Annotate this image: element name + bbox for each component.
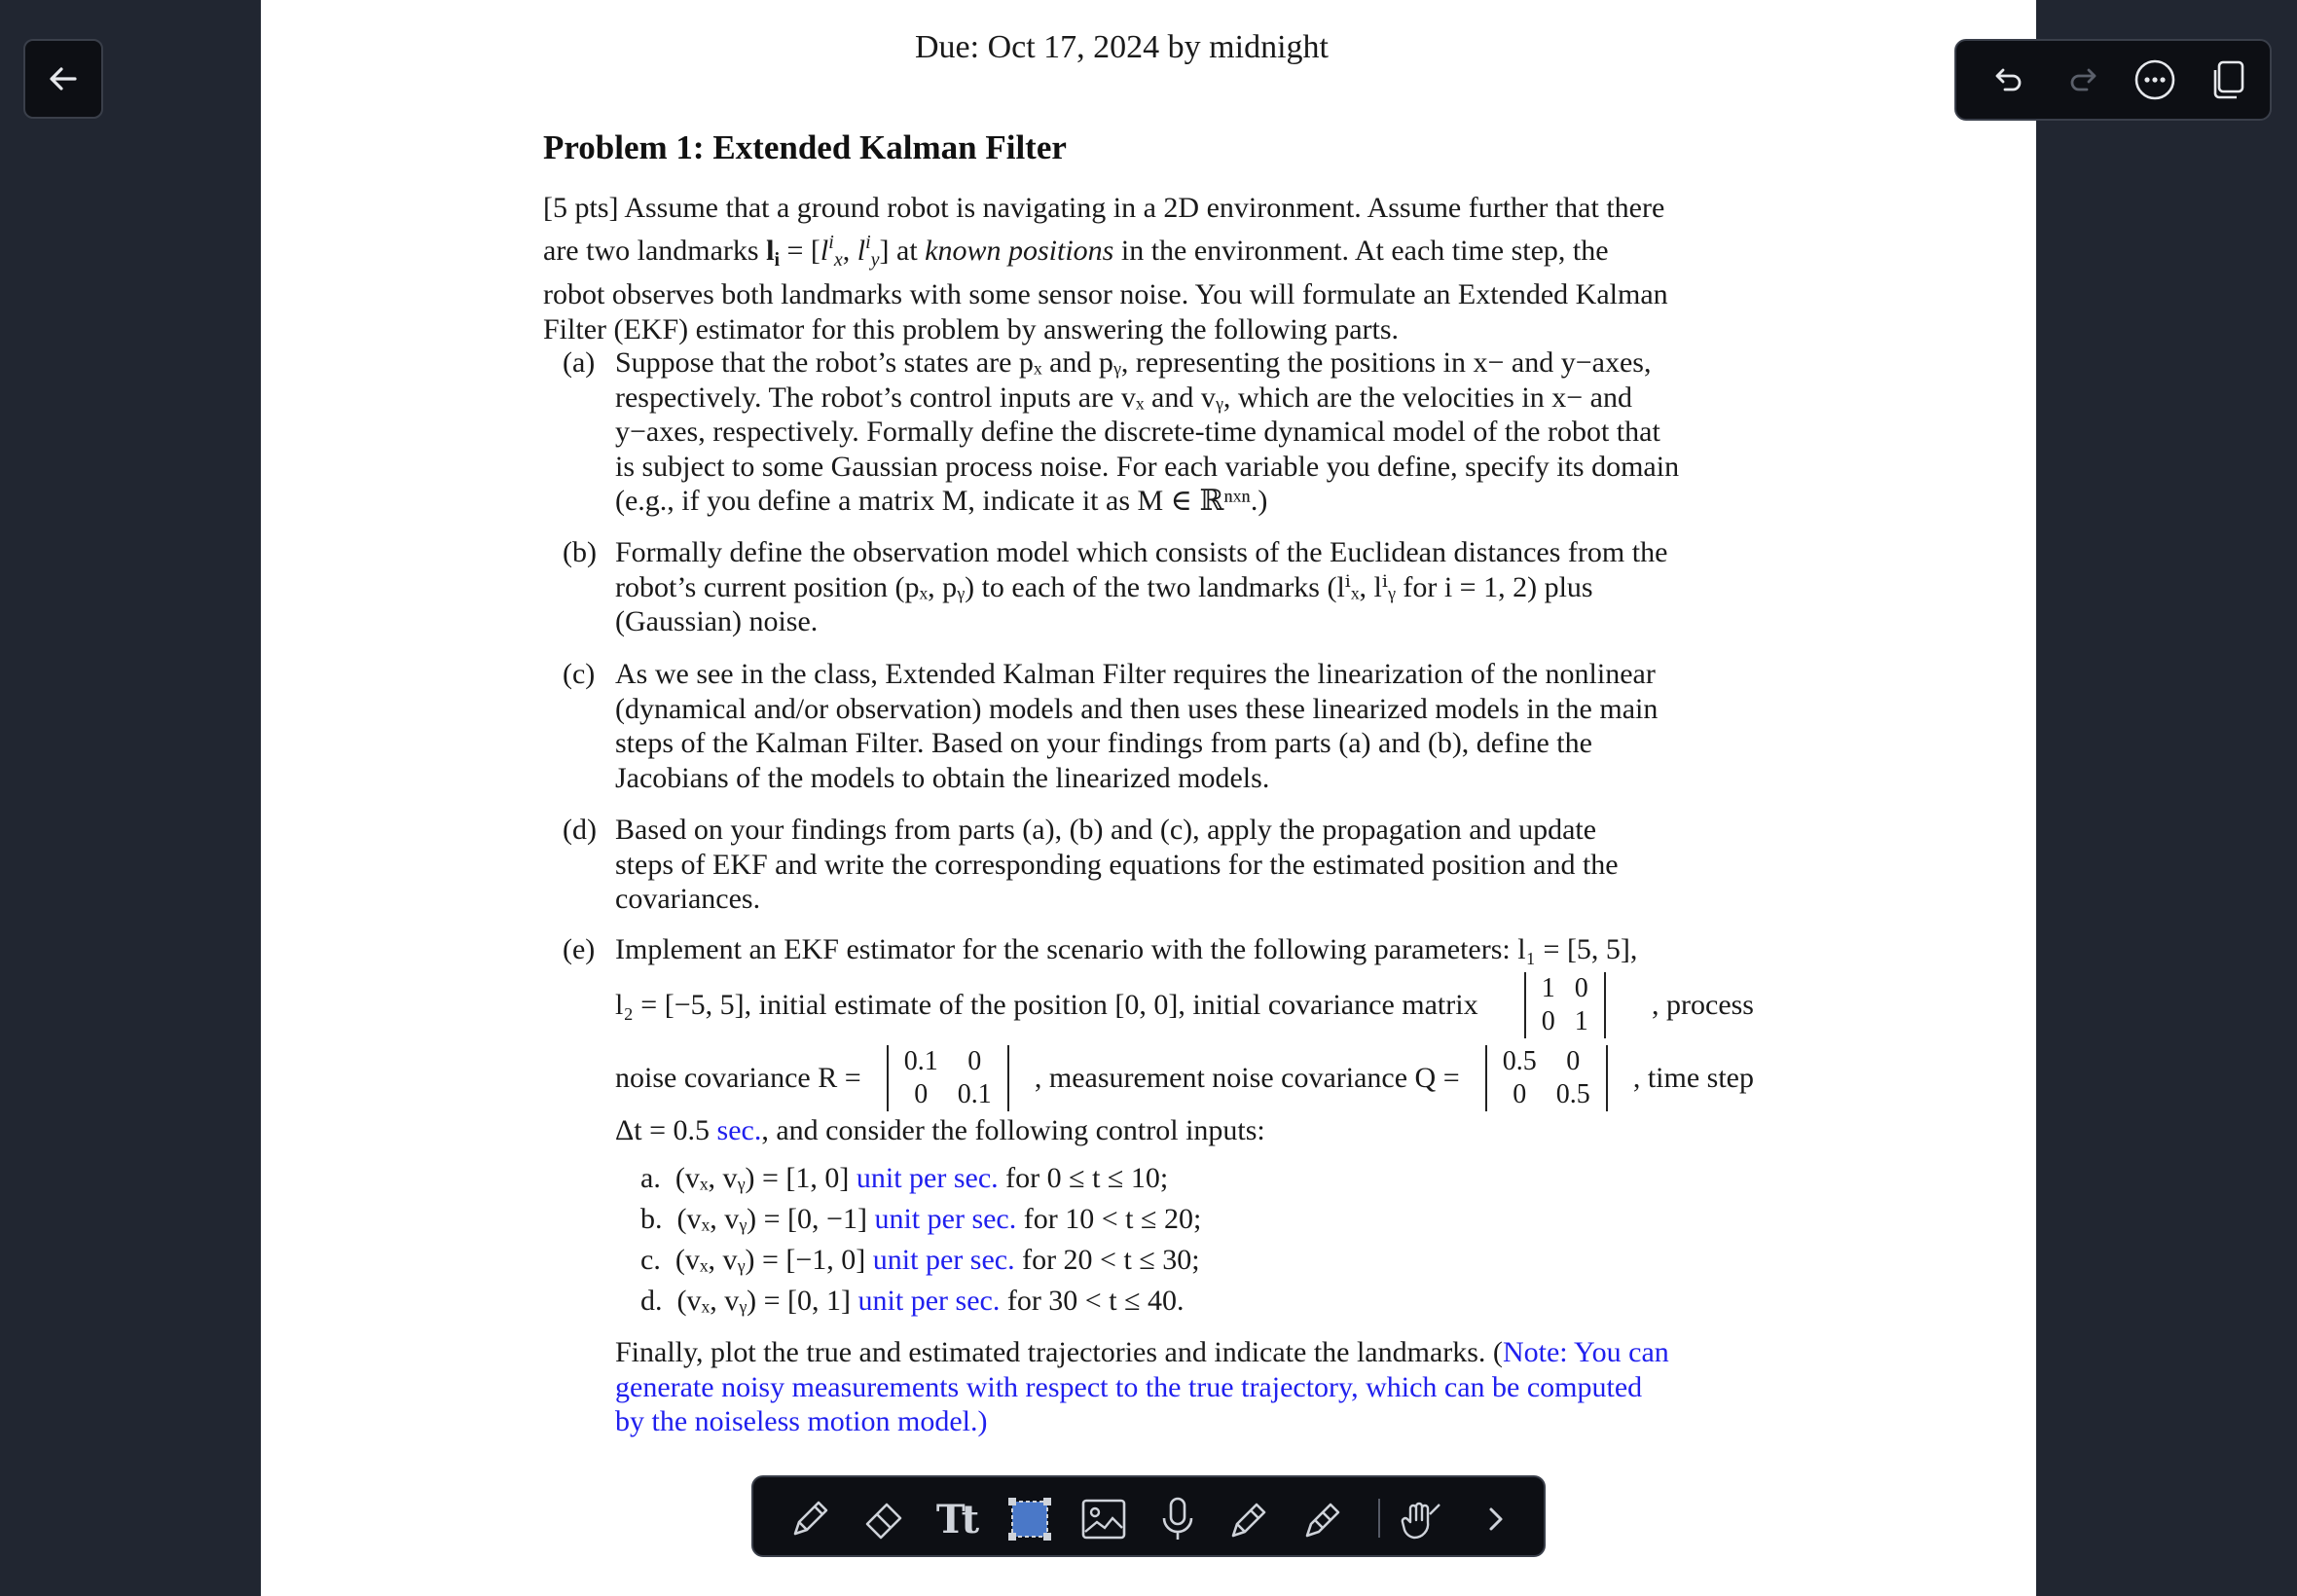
- part-label: (d): [563, 814, 597, 846]
- highlighter-tool-button[interactable]: [1224, 1495, 1275, 1543]
- part-line: Formally define the observation model which consists of the Euclidean distances from the: [615, 536, 1668, 568]
- redo-button[interactable]: [2061, 58, 2104, 101]
- top-toolbar: [1954, 39, 2272, 121]
- intro-line: are two landmarks $l_i = [l^i_x$, $l^i_y$] at known positions in the environment. At each time step, the: [543, 231, 1609, 271]
- final-line: by the noiseless motion model.): [615, 1405, 988, 1437]
- intro-line: robot observes both landmarks with some sensor noise. You will formulate an Extended Kalman: [543, 278, 1668, 310]
- part-line: steps of the Kalman Filter. Based on your findings from parts (a) and (b), define the: [615, 727, 1592, 759]
- part-line: (Gaussian) noise.: [615, 605, 819, 637]
- part-label: (a): [563, 346, 596, 379]
- part-line: respectively. The robot’s control inputs are vₓ and vᵧ, which are the velocities in x− and: [615, 381, 1632, 414]
- part-line: steps of EKF and write the corresponding equations for the estimated position and the: [615, 848, 1619, 881]
- pen-icon: [785, 1495, 834, 1543]
- part-line: robot’s current position (pₓ, pᵧ) to each of the two landmarks (lⁱₓ, lⁱᵧ for i = 1, 2) plus: [615, 570, 1593, 603]
- eraser-icon: [859, 1495, 908, 1543]
- intro-line: Filter (EKF) estimator for this problem by answering the following parts.: [543, 312, 1400, 345]
- part-label: (b): [563, 536, 597, 568]
- part-line: (e.g., if you define a matrix M, indicate it as M ∈ ℝⁿˣⁿ.): [615, 485, 1268, 517]
- more-button[interactable]: [2133, 58, 2176, 101]
- image-icon: [1079, 1495, 1128, 1543]
- control-input-item: a. (vₓ, vᵧ) = [1, 0] unit per sec. for 0 ≤ t ≤ 10;: [640, 1162, 1169, 1194]
- measurement-noise-matrix: 0.5 0 0 0.5: [1485, 1045, 1608, 1111]
- initial-covariance-matrix: 1 0 0 1: [1524, 972, 1606, 1038]
- more-icon: [2133, 58, 2176, 101]
- part-line: noise covariance R = 0.1 0 0 0.1 , measurement noise covariance Q = 0.5 0 0 0.5 , time step: [615, 1045, 1754, 1109]
- marker-tool-button[interactable]: [1298, 1495, 1349, 1543]
- touch-draw-icon: [1397, 1495, 1445, 1543]
- final-line: generate noisy measurements with respect to the true trajectory, which can be computed: [615, 1370, 1643, 1403]
- part-line: Based on your findings from parts (a), (b) and (c), apply the propagation and update: [615, 814, 1597, 846]
- highlighter-icon: [1225, 1495, 1274, 1543]
- part-line: covariances.: [615, 883, 761, 915]
- pages-button[interactable]: [2207, 58, 2250, 101]
- pen-tool-button[interactable]: [784, 1495, 835, 1543]
- control-input-item: c. (vₓ, vᵧ) = [−1, 0] unit per sec. for 20 < t ≤ 30;: [640, 1244, 1200, 1276]
- control-inputs-list: [640, 1158, 1201, 1322]
- part-line: Δt = 0.5 sec., and consider the following control inputs:: [615, 1113, 1265, 1146]
- lasso-tool-button[interactable]: [1004, 1495, 1055, 1543]
- part-line: is subject to some Gaussian process noise. For each variable you define, specify its domain: [615, 450, 1680, 483]
- undo-button[interactable]: [1987, 58, 2030, 101]
- touch-draw-button[interactable]: [1396, 1495, 1446, 1543]
- expand-toolbar-button[interactable]: [1470, 1495, 1520, 1543]
- arrow-left-icon: [46, 61, 81, 96]
- undo-icon: [1991, 62, 2026, 97]
- intro-line: [5 pts] Assume that a ground robot is navigating in a 2D environment. Assume further that there: [543, 192, 1665, 224]
- eraser-tool-button[interactable]: [858, 1495, 909, 1543]
- part-line: As we see in the class, Extended Kalman Filter requires the linearization of the nonlinear: [615, 658, 1656, 690]
- part-line: Jacobians of the models to obtain the linearized models.: [615, 761, 1270, 794]
- control-input-item: d. (vₓ, vᵧ) = [0, 1] unit per sec. for 30 < t ≤ 40.: [640, 1285, 1185, 1317]
- process-noise-matrix: 0.1 0 0 0.1: [887, 1045, 1009, 1111]
- part-line: (dynamical and/or observation) models and then uses these linearized models in the main: [615, 692, 1659, 725]
- text-tool-button[interactable]: [930, 1495, 981, 1543]
- final-paragraph: [615, 1335, 1754, 1439]
- due-date: Due: Oct 17, 2024 by midnight: [915, 29, 1329, 65]
- part-line: Suppose that the robot’s states are pₓ and pᵧ, representing the positions in x− and y−axes,: [615, 346, 1652, 379]
- part-line: Implement an EKF estimator for the scenario with the following parameters: l₁ = [5, 5],: [615, 933, 1638, 965]
- back-button[interactable]: [23, 39, 103, 119]
- problem-title: Problem 1: Extended Kalman Filter: [543, 128, 1067, 166]
- control-input-item: b. (vₓ, vᵧ) = [0, −1] unit per sec. for 10 < t ≤ 20;: [640, 1203, 1202, 1235]
- audio-tool-button[interactable]: [1152, 1495, 1203, 1543]
- redo-icon: [2065, 62, 2100, 97]
- part-label: (c): [563, 658, 596, 690]
- chevron-right-icon: [1476, 1500, 1514, 1539]
- bottom-toolbar: [751, 1475, 1546, 1557]
- microphone-icon: [1153, 1495, 1202, 1543]
- part-line: l₂ = [−5, 5], initial estimate of the position [0, 0], initial covariance matrix 1 0 0 1 , process: [615, 972, 1754, 1036]
- intro-paragraph: [543, 191, 1754, 346]
- final-line: Finally, plot the true and estimated trajectories and indicate the landmarks. (Note: You can: [615, 1336, 1669, 1368]
- copy-icon: [2209, 58, 2248, 101]
- part-label: (e): [563, 933, 596, 965]
- text-tool-icon: Tt: [935, 1496, 976, 1542]
- part-line: y−axes, respectively. Formally define the discrete-time dynamical model of the robot that: [615, 416, 1660, 448]
- marker-icon: [1299, 1495, 1348, 1543]
- lasso-select-icon: [1005, 1495, 1054, 1543]
- toolbar-divider: [1378, 1499, 1380, 1538]
- image-tool-button[interactable]: [1078, 1495, 1129, 1543]
